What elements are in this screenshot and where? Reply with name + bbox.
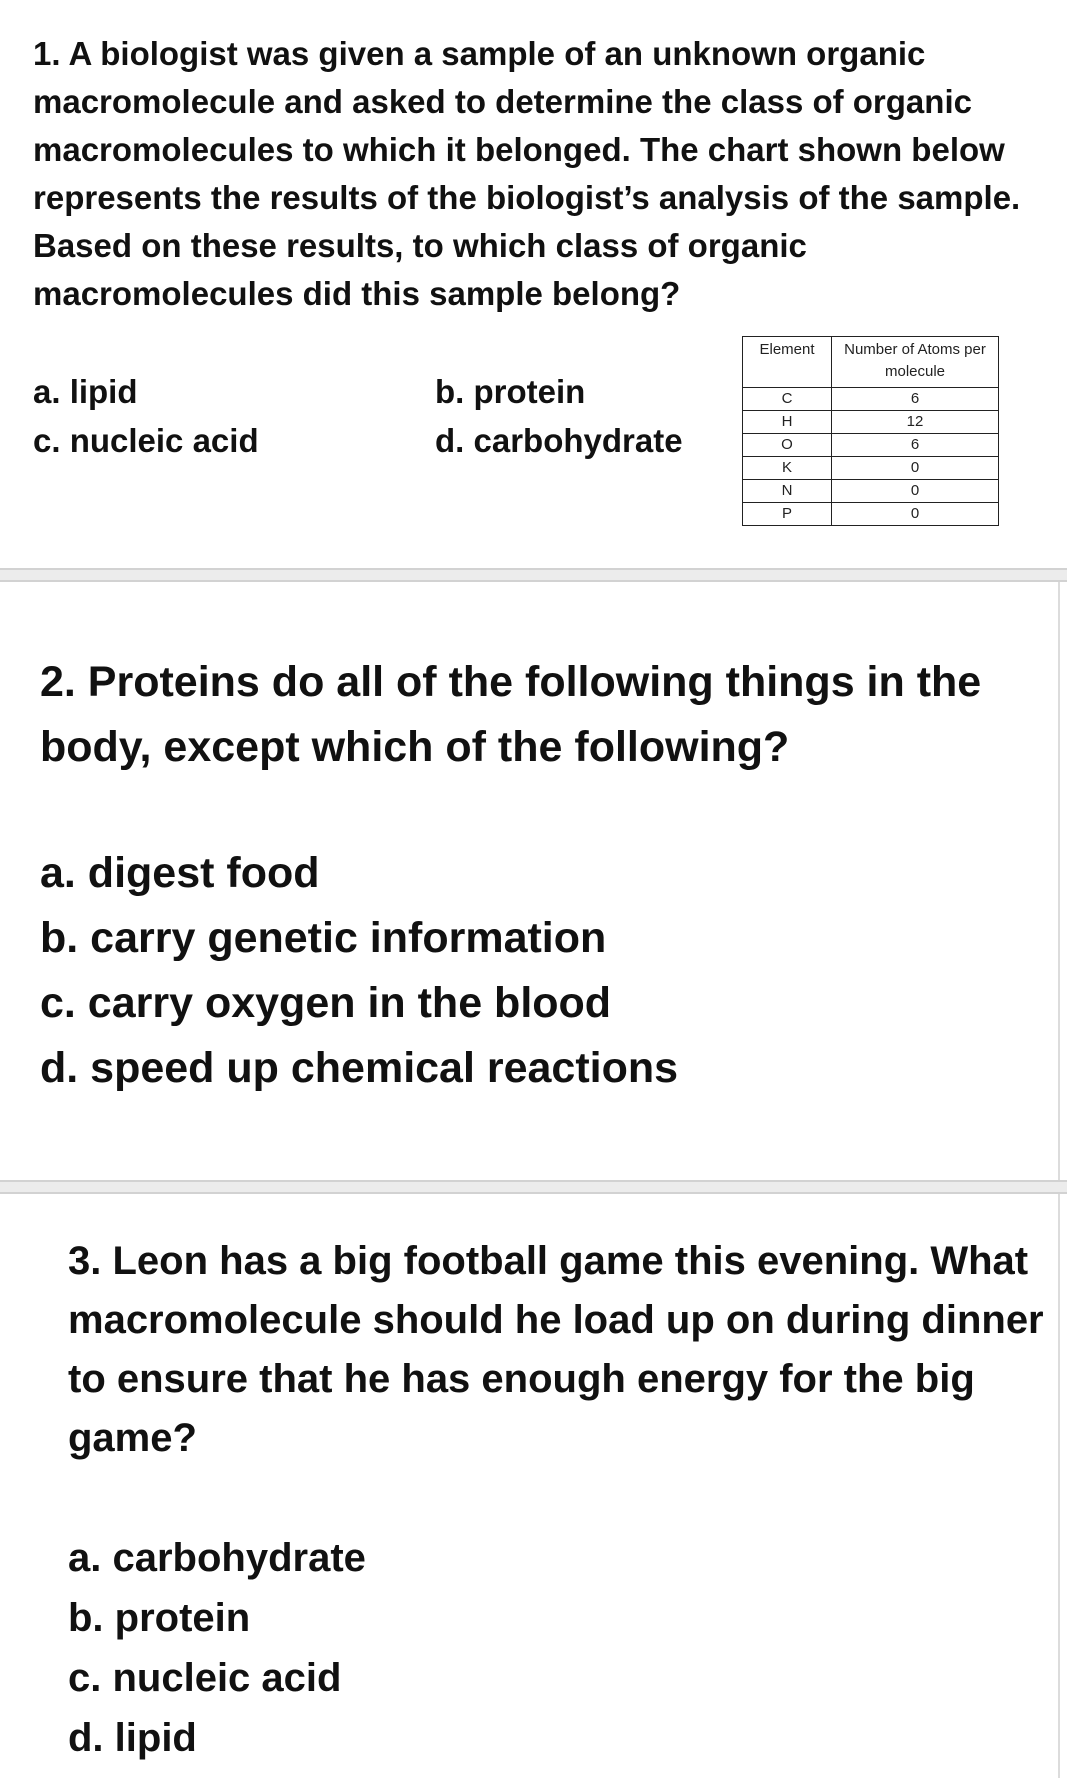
table-header-row [743, 337, 999, 388]
table-cell-element: P [743, 503, 832, 526]
table-row [743, 388, 999, 411]
table-cell-element: N [743, 480, 832, 503]
table-row [743, 457, 999, 480]
table-header-element: Element [743, 337, 832, 388]
table-cell-element: O [743, 434, 832, 457]
table-cell-count: 6 [832, 434, 999, 457]
q3-option-a[interactable]: a. carbohydrate [68, 1536, 366, 1580]
table-cell-element: C [743, 388, 832, 411]
table-cell-count: 0 [832, 457, 999, 480]
table-cell-count: 6 [832, 388, 999, 411]
question-1-text: 1. A biologist was given a sample of an unknown organic macromolecule and asked to determine the class of organic macromolecules to which it belonged. The chart shown below represents the results of the biologist’s analysis of the sample. Based on these results, to which class of organic macromolecules did this sample belong? [33, 35, 1021, 312]
card-divider [0, 568, 1067, 582]
table-cell-count: 12 [832, 411, 999, 434]
q1-option-d[interactable]: d. carbohydrate [435, 422, 683, 459]
q2-option-d[interactable]: d. speed up chemical reactions [40, 1044, 679, 1092]
card-divider [0, 1180, 1067, 1194]
q1-option-a[interactable]: a. lipid [33, 373, 138, 410]
question-3-text: 3. Leon has a big football game this evening. What macromolecule should he load up on during dinner to ensure that he has enough energy for the big game? [68, 1239, 1044, 1460]
q2-option-b[interactable]: b. carry genetic information [40, 914, 607, 962]
element-atom-table [742, 336, 999, 526]
table-header-atoms: Number of Atoms per molecule [832, 337, 999, 388]
table-cell-count: 0 [832, 503, 999, 526]
q3-option-b[interactable]: b. protein [68, 1596, 251, 1640]
q1-option-c[interactable]: c. nucleic acid [33, 422, 259, 459]
q1-option-b[interactable]: b. protein [435, 373, 586, 410]
q2-option-c[interactable]: c. carry oxygen in the blood [40, 979, 612, 1027]
table-cell-element: K [743, 457, 832, 480]
table-row [743, 434, 999, 457]
table-cell-count: 0 [832, 480, 999, 503]
table-row [743, 411, 999, 434]
table-row [743, 503, 999, 526]
q2-option-a[interactable]: a. digest food [40, 849, 320, 897]
q3-option-c[interactable]: c. nucleic acid [68, 1656, 342, 1700]
q3-option-d[interactable]: d. lipid [68, 1716, 197, 1760]
table-cell-element: H [743, 411, 832, 434]
table-row [743, 480, 999, 503]
question-2-text: 2. Proteins do all of the following things in the body, except which of the following? [40, 658, 982, 771]
